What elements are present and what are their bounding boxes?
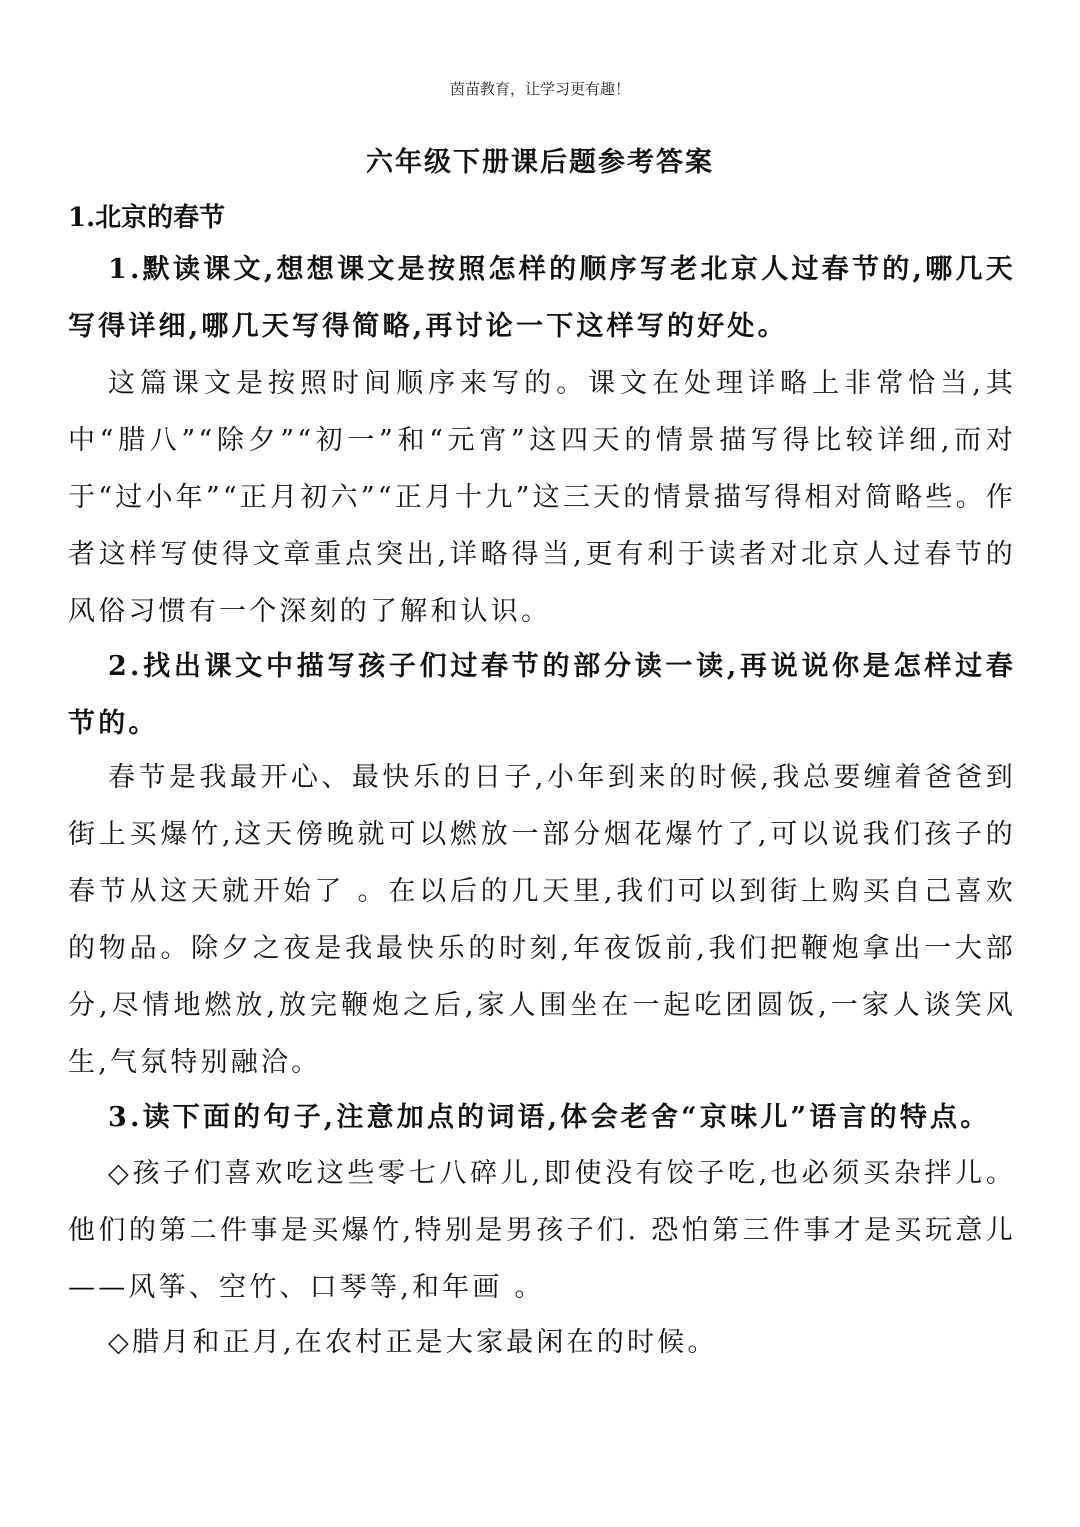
question-3: 3.读下面的句子,注意加点的词语,体会老舍“京味儿”语言的特点。: [108, 1102, 991, 1133]
answer-1: 这篇课文是按照时间顺序来写的。课文在处理详略上非常恰当,其中“腊八”“除夕”“初一”和“元宵”这四天的情景描写得比较详细,而对于“过小年”“正月初六”“正月十九”这三天的情景描写得相对简略些。作者这样写使得文章重点突出,详略得当,更有利于读者对北京人过春节的风俗习惯有一个深刻的了解和认识。: [68, 368, 1016, 627]
question-1: 1.默读课文,想想课文是按照怎样的顺序写老北京人过春节的,哪几天写得详细,哪几天写得简略,再讨论一下这样写的好处。: [68, 254, 1016, 342]
example-sentence-2: ◇腊月和正月,在农村正是大家最闲在的时候。: [108, 1327, 718, 1358]
question-2: 2.找出课文中描写孩子们过春节的部分读一读,再说说你是怎样过春节的。: [68, 651, 1016, 739]
answer-2: 春节是我最开心、最快乐的日子,小年到来的时候,我总要缠着爸爸到街上买爆竹,这天傍晚就可以燃放一部分烟花爆竹了,可以说我们孩子的春节从这天就开始了 。在以后的几天里,我们可以到街上购买自己喜欢的物品。除夕之夜是我最快乐的时刻,年夜饭前,我们把鞭炮拿出一大部分,尽情地燃放,放完鞭炮之后,家人围坐在一起吃团圆饭,一家人谈笑风生,气氛特别融洽。: [68, 762, 1016, 1078]
page-header: 茵苗教育，让学习更有趣！: [449, 80, 630, 98]
section-title: 1.北京的春节: [68, 203, 226, 233]
example-sentence-1: ◇孩子们喜欢吃这些零七八碎儿,即使没有饺子吃,也必须买杂拌儿。他们的第二件事是买爆竹,特别是男孩子们. 恐怕第三件事才是买玩意儿——风筝、空竹、口琴等,和年画 。: [68, 1158, 1016, 1303]
page-title: 六年级下册课后题参考答案: [366, 147, 714, 178]
